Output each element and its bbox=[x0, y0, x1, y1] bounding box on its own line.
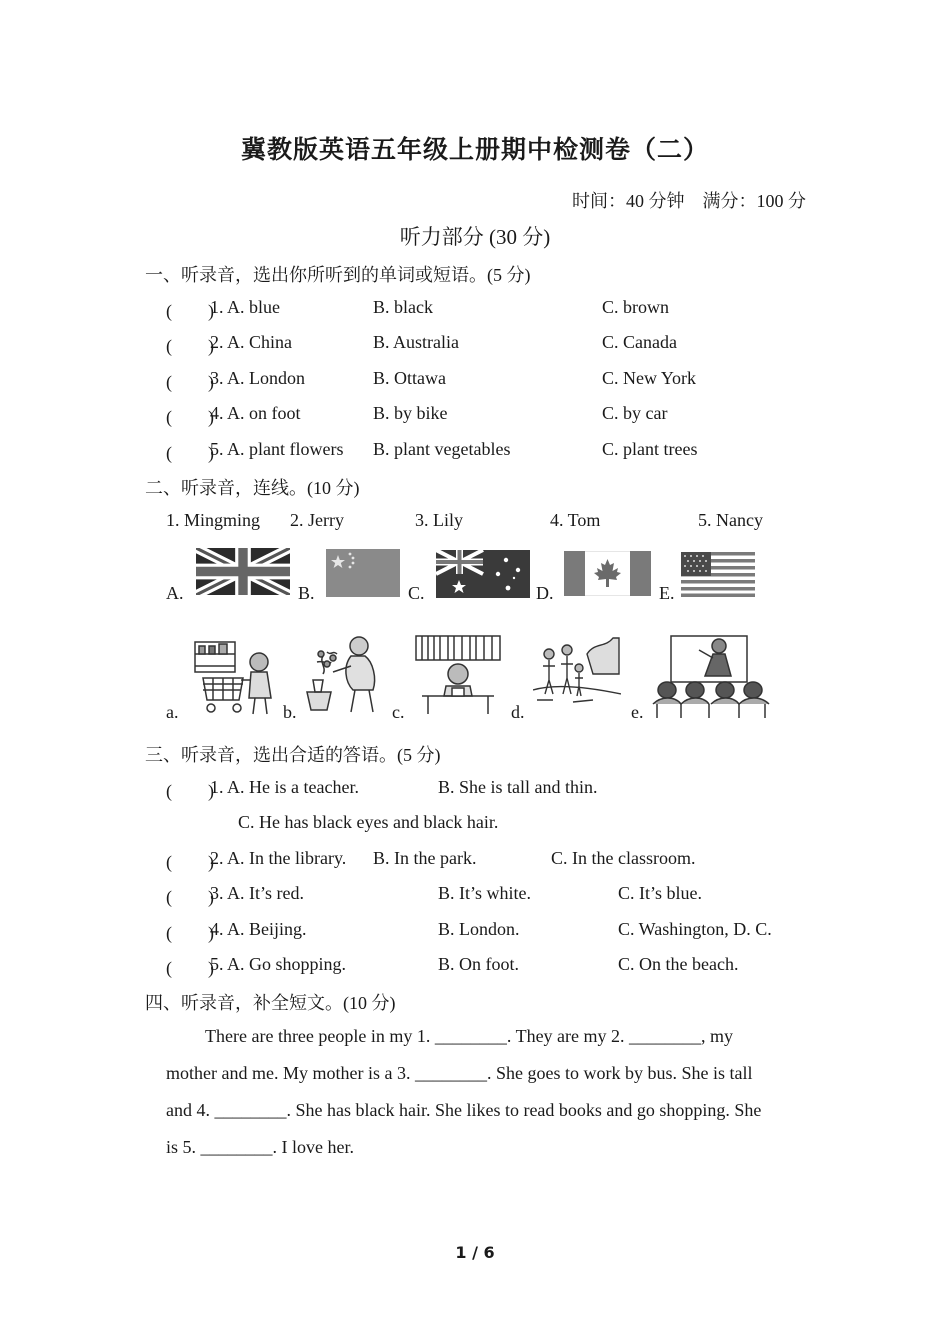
name-lily: 3. Lily bbox=[415, 510, 463, 530]
section3-heading: 三、听录音，选出合适的答语。(5 分) bbox=[145, 745, 441, 765]
passage-line-4: is 5. ________. I love her. bbox=[166, 1137, 354, 1157]
section4-heading: 四、听录音，补全短文。(10 分) bbox=[145, 993, 396, 1013]
option-a: 2. A. China bbox=[210, 332, 293, 352]
s3-question-1-option-c: C. He has black eyes and black hair. bbox=[238, 812, 499, 832]
flag-label-d: D. bbox=[536, 583, 554, 603]
australia-flag-icon bbox=[436, 550, 530, 598]
option-a: 4. A. on foot bbox=[210, 403, 301, 423]
answer-blank: ( ) bbox=[166, 958, 214, 978]
page-title: 冀教版英语五年级上册期中检测卷（二） bbox=[240, 135, 709, 164]
section1-heading: 一、听录音，选出你所听到的单词或短语。(5 分) bbox=[145, 265, 531, 285]
name-nancy: 5. Nancy bbox=[698, 510, 763, 530]
picture-label-e: e. bbox=[631, 702, 644, 722]
answer-blank: ( ) bbox=[166, 443, 214, 463]
flag-label-b: B. bbox=[298, 583, 315, 603]
page-number: 1 / 6 bbox=[455, 1243, 495, 1262]
option-a: 1. A. blue bbox=[210, 297, 280, 317]
shopping-cart-picture bbox=[193, 640, 277, 716]
passage-line-1: There are three people in my 1. ________. They are my 2. ________, my bbox=[205, 1026, 734, 1046]
exam-meta: 时间：40 分钟 满分：100 分 bbox=[572, 191, 806, 211]
option-c: C. Canada bbox=[602, 332, 677, 352]
name-tom: 4. Tom bbox=[550, 510, 601, 530]
walking-family-picture bbox=[533, 634, 621, 710]
usa-flag-icon bbox=[681, 552, 755, 597]
answer-blank: ( ) bbox=[166, 301, 214, 321]
option-a: 5. A. plant flowers bbox=[210, 439, 344, 459]
picture-label-d: d. bbox=[511, 702, 525, 722]
option-a: 3. A. It’s red. bbox=[210, 883, 304, 903]
option-c: C. by car bbox=[602, 403, 668, 423]
reading-boy-picture bbox=[414, 634, 502, 716]
answer-blank: ( ) bbox=[166, 372, 214, 392]
option-b: B. On foot. bbox=[438, 954, 519, 974]
option-c: C. New York bbox=[602, 368, 697, 388]
option-c: C. Washington, D. C. bbox=[618, 919, 772, 939]
option-b: B. It’s white. bbox=[438, 883, 531, 903]
option-a: 4. A. Beijing. bbox=[210, 919, 307, 939]
option-c: C. In the classroom. bbox=[551, 848, 696, 868]
option-a: 3. A. London bbox=[210, 368, 306, 388]
option-a: 1. A. He is a teacher. bbox=[210, 777, 359, 797]
option-c: C. brown bbox=[602, 297, 669, 317]
option-b: B. by bike bbox=[373, 403, 448, 423]
listening-subtitle: 听力部分 (30 分) bbox=[399, 225, 551, 249]
answer-blank: ( ) bbox=[166, 923, 214, 943]
classroom-teacher-picture bbox=[651, 632, 771, 718]
china-flag-icon bbox=[326, 549, 400, 597]
planting-flowers-picture bbox=[303, 632, 381, 716]
option-b: B. Australia bbox=[373, 332, 459, 352]
canada-flag-icon bbox=[564, 551, 651, 596]
answer-blank: ( ) bbox=[166, 407, 214, 427]
flag-label-c: C. bbox=[408, 583, 425, 603]
option-c: C. It’s blue. bbox=[618, 883, 702, 903]
flag-label-e: E. bbox=[659, 583, 675, 603]
passage-line-2: mother and me. My mother is a 3. ________. She goes to work by bus. She is tall bbox=[166, 1063, 753, 1083]
answer-blank: ( ) bbox=[166, 781, 214, 801]
option-b: B. black bbox=[373, 297, 433, 317]
answer-blank: ( ) bbox=[166, 852, 214, 872]
option-a: 5. A. Go shopping. bbox=[210, 954, 347, 974]
option-b: B. She is tall and thin. bbox=[438, 777, 598, 797]
flag-label-a: A. bbox=[166, 583, 184, 603]
answer-blank: ( ) bbox=[166, 887, 214, 907]
option-b: B. In the park. bbox=[373, 848, 477, 868]
picture-label-c: c. bbox=[392, 702, 405, 722]
option-b: B. plant vegetables bbox=[373, 439, 511, 459]
name-row bbox=[166, 510, 806, 534]
option-c: C. On the beach. bbox=[618, 954, 739, 974]
passage-line-3: and 4. ________. She has black hair. She likes to read books and go shopping. She bbox=[166, 1100, 762, 1120]
uk-flag-icon bbox=[196, 548, 290, 595]
name-jerry: 2. Jerry bbox=[290, 510, 344, 530]
section2-heading: 二、听录音，连线。(10 分) bbox=[145, 478, 360, 498]
option-a: 2. A. In the library. bbox=[210, 848, 347, 868]
option-c: C. plant trees bbox=[602, 439, 698, 459]
option-b: B. London. bbox=[438, 919, 520, 939]
name-mingming: 1. Mingming bbox=[166, 510, 261, 530]
answer-blank: ( ) bbox=[166, 336, 214, 356]
picture-label-a: a. bbox=[166, 702, 179, 722]
option-b: B. Ottawa bbox=[373, 368, 446, 388]
picture-label-b: b. bbox=[283, 702, 297, 722]
